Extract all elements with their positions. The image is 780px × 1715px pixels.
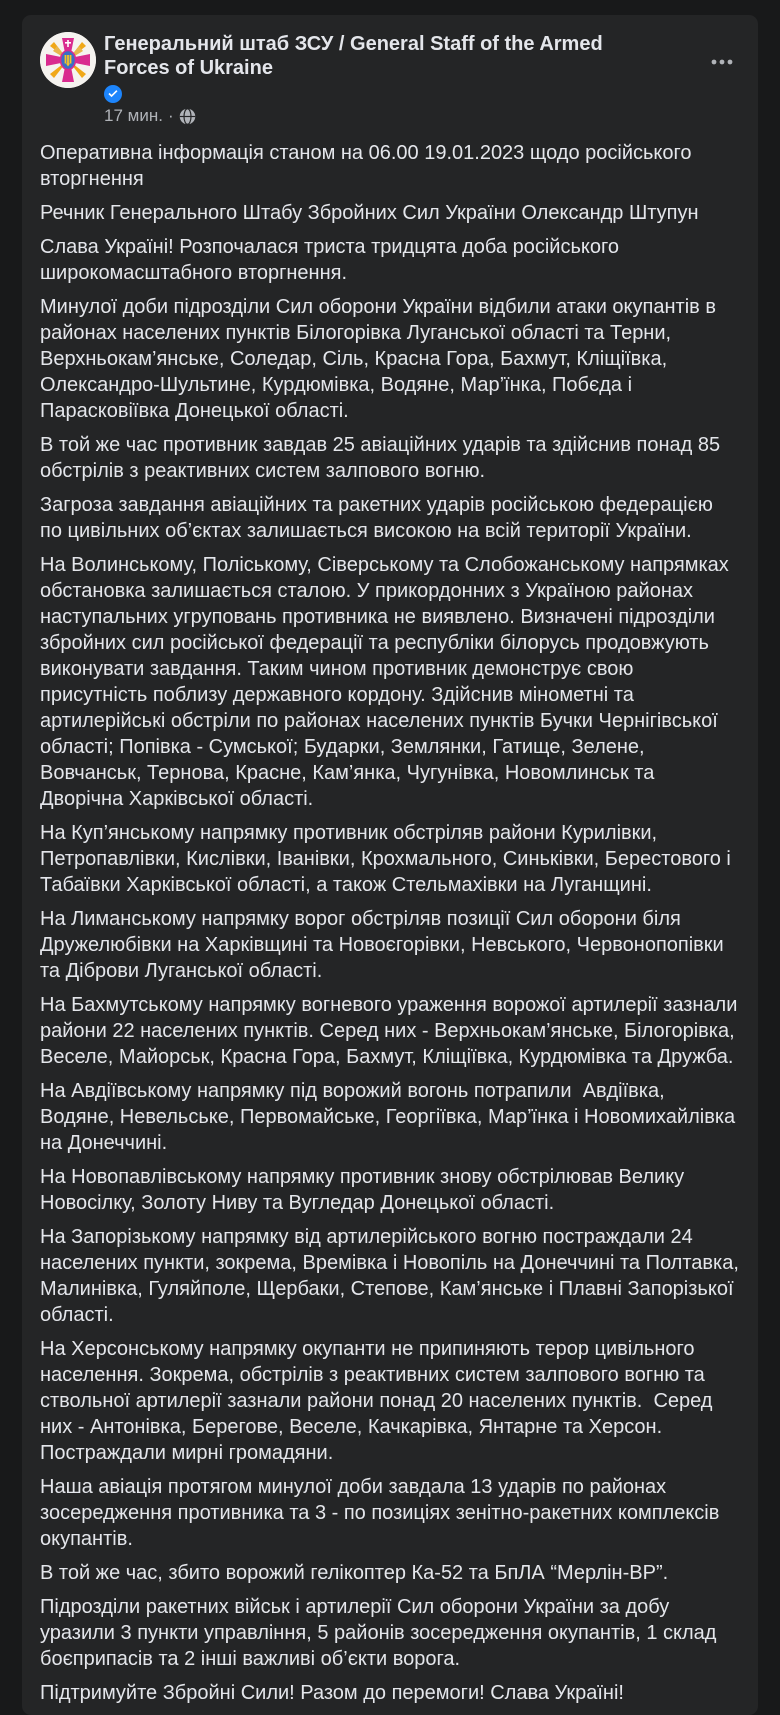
- post-paragraph: Наша авіація протягом минулої доби завдала 13 ударів по районах зосередження противника та 3 - по позиціях зенітно-ракетних комплексів окупантів.: [40, 1476, 725, 1550]
- post-paragraph: На Новопавлівському напрямку противник знову обстрілював Велику Новосілку, Золоту Ниву та Вугледар Донецької області.: [40, 1166, 690, 1214]
- post-paragraph: На Бахмутському напрямку вогневого ураження ворожої артилерії зазнали райони 22 населених пунктів. Серед них - Верхньокам’янське, Білогорівка, Веселе, Майорськ, Красна Гора, Бахмут, Кліщіївка, Курдюмівка та Дружба.: [40, 994, 743, 1068]
- globe-icon: [179, 108, 196, 125]
- post-paragraph: В той же час, збито ворожий гелікоптер Ка-52 та БпЛА “Мерлін-ВР”.: [40, 1562, 669, 1584]
- post-paragraph: Минулої доби підрозділи Сил оборони України відбили атаки окупантів в районах населених пунктів Білогорівка Луганської області та Терни, Верхньокам’янське, Соледар, Сіль, Красна Гора, Бахмут, Кліщіївка, Олександро-Шультине, Курдюмівка, Водяне, Мар’їнка, Побєда і Парасковіївка Донецької області.: [40, 296, 722, 422]
- post-paragraph: Слава Україні! Розпочалася триста тридцята доба російського широкомасштабного вторгнення.: [40, 236, 625, 284]
- post-paragraph: Підтримуйте Збройні Сили! Разом до перемоги! Слава Україні!: [40, 1682, 624, 1704]
- general-staff-emblem-icon: [40, 32, 96, 88]
- post-paragraph: В той же час противник завдав 25 авіаційних ударів та здійснив понад 85 обстрілів з реактивних систем залпового вогню.: [40, 434, 726, 482]
- post-body: [40, 140, 745, 1706]
- post-paragraph: На Волинському, Поліському, Сіверському та Слобожанському напрямках обстановка залишається сталою. У прикордонних з Україною районах наступальних угруповань противника не виявлено. Визначені підрозділи збройних сил російської федерації та республіки білорусь продовжують виконувати завдання. Таким чином противник демонструє свою присутність поблизу державного кордону. Здійснив мінометні та артилерійські обстріли по районах населених пунктів Бучки Чернігівської області; Попівка - Сумської; Бударки, Землянки, Гатище, Зелене, Вовчанськ, Тернова, Красне, Кам’янка, Чугунівка, Новомлинськ та Дворічна Харківської області.: [40, 554, 735, 810]
- post-header: [40, 32, 740, 126]
- post-paragraph: Підрозділи ракетних військ і артилерії Сил оборони України за добу уразили 3 пункти управління, 5 районів зосередження окупантів, 1 склад боєприпасів та 2 інші важливі об’єкти ворога.: [40, 1596, 722, 1670]
- post-card: [22, 15, 758, 1715]
- post-paragraph: На Лиманському напрямку ворог обстріляв позиції Сил оборони біля Дружелюбівки на Харківщині та Новоєгорівки, Невського, Червонопопівки та Діброви Луганської області.: [40, 908, 730, 982]
- badge-row: [104, 85, 669, 103]
- meta-row: [104, 106, 669, 126]
- page-name-link[interactable]: Генеральний штаб ЗСУ / General Staff of the Armed Forces of Ukraine: [104, 33, 603, 79]
- post-paragraph: На Запорізькому напрямку від артилерійського вогню постраждали 24 населених пункти, зокрема, Времівка і Новопіль на Донеччині та Полтавка, Малинівка, Гуляйполе, Щербаки, Степове, Кам’янське і Плавні Запорізької області.: [40, 1226, 745, 1326]
- post-paragraph: На Херсонському напрямку окупанти не припиняють терор цивільного населення. Зокрема, обстрілів з реактивних систем залпового вогню та ствольної артилерії зазнали райони понад 20 населених пунктів. Серед них - Антонівка, Берегове, Веселе, Качкарівка, Янтарне та Херсон. Постраждали мирні громадяни.: [40, 1338, 719, 1464]
- avatar[interactable]: [40, 32, 96, 88]
- more-options-button[interactable]: [704, 44, 740, 80]
- post-paragraph: На Куп’янському напрямку противник обстріляв райони Курилівки, Петропавлівки, Кислівки, Іванівки, Крохмального, Синьківки, Берестового і Табаївки Харківської області, а також Стельмахівки на Луганщині.: [40, 822, 737, 896]
- post-timestamp[interactable]: 17 мин.: [104, 106, 163, 125]
- meta-separator: ·: [167, 106, 174, 125]
- post-paragraph: Загроза завдання авіаційних та ракетних ударів російською федерацією по цивільних об’єктах залишається високою на всій території України.: [40, 494, 719, 542]
- post-paragraph: Речник Генерального Штабу Збройних Сил України Олександр Штупун: [40, 202, 699, 224]
- verified-check-icon: [104, 85, 122, 103]
- ellipsis-icon: [710, 50, 734, 74]
- header-text: [104, 32, 669, 126]
- post-paragraph: На Авдіївському напрямку під ворожий вогонь потрапили Авдіївка, Водяне, Невельське, Первомайське, Георгіївка, Мар’їнка і Новомихайлівка на Донеччині.: [40, 1080, 741, 1154]
- post-paragraph: Оперативна інформація станом на 06.00 19.01.2023 щодо російського вторгнення: [40, 142, 698, 190]
